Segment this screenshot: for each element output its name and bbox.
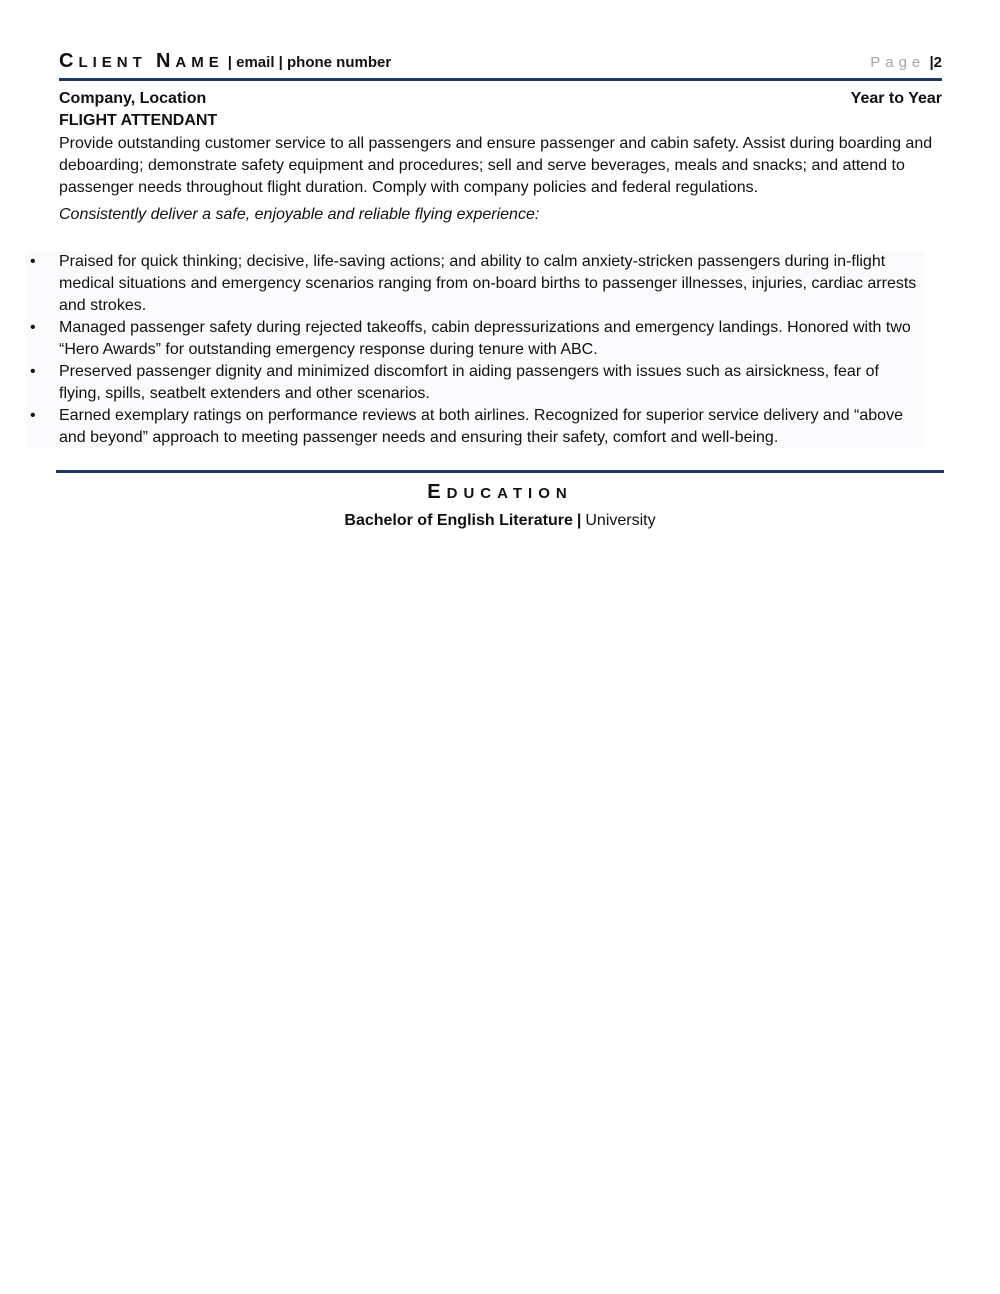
job-company-row: [59, 90, 942, 112]
page-number: [870, 54, 942, 71]
education-heading: [0, 481, 1000, 504]
education-separator: |: [576, 512, 582, 529]
name-last-initial: N: [155, 50, 176, 72]
contact-info: | email | phone number: [227, 54, 392, 71]
education-school: University: [585, 512, 656, 529]
list-item: [26, 405, 924, 449]
bullet-icon: •: [30, 363, 36, 380]
bullet-icon: •: [30, 319, 36, 336]
job-intro: Consistently deliver a safe, enjoyable and reliable flying experience:: [59, 206, 540, 223]
education-degree: Bachelor of English Literature: [344, 512, 573, 529]
job-company: Company, Location: [59, 90, 207, 107]
achievement-list: [26, 251, 924, 449]
list-item: [26, 251, 924, 317]
list-item: [26, 317, 924, 361]
page-number-value: 2: [933, 54, 942, 71]
list-item-text: Earned exemplary ratings on performance reviews at both airlines. Recognized for superior service delivery and “above and beyond” approach to meeting passenger needs and ensuring their safety, comfort and well-being.: [59, 407, 903, 446]
list-item: [26, 361, 924, 405]
name-last-rest: AME: [175, 54, 224, 71]
job-dates: Year to Year: [850, 90, 942, 107]
job-title: FLIGHT ATTENDANT: [59, 112, 218, 129]
section-divider: [56, 470, 944, 473]
client-name: [59, 50, 391, 73]
job-summary: Provide outstanding customer service to all passengers and ensure passenger and cabin safety. Assist during boarding and deboarding; demonstrate safety equipment and procedures; sell and serve beverages, meals and snacks; and attend to passenger needs throughout flight duration. Comply with company policies and federal regulations.: [59, 135, 933, 196]
page-header: [59, 48, 942, 81]
page-sep: |: [929, 54, 934, 71]
name-first-initial: C: [59, 50, 79, 72]
page-word: Page: [870, 54, 926, 71]
education-heading-initial: E: [427, 481, 447, 503]
name-first-rest: LIENT: [78, 54, 147, 71]
bullet-icon: •: [30, 253, 36, 270]
list-item-text: Preserved passenger dignity and minimized discomfort in aiding passengers with issues such as airsickness, fear of flying, spills, seatbelt extenders and other scenarios.: [59, 363, 879, 402]
list-item-text: Managed passenger safety during rejected takeoffs, cabin depressurizations and emergency landings. Honored with two “Hero Awards” for outstanding emergency response during tenure with ABC.: [59, 319, 911, 358]
list-item-text: Praised for quick thinking; decisive, life-saving actions; and ability to calm anxiety-stricken passengers during in-flight medical situations and emergency scenarios ranging from on-board births to passenger illnesses, injuries, cardiac arrests and strokes.: [59, 253, 917, 314]
bullet-icon: •: [30, 407, 36, 424]
education-entry: [0, 512, 1000, 530]
education-heading-rest: DUCATION: [446, 485, 573, 502]
